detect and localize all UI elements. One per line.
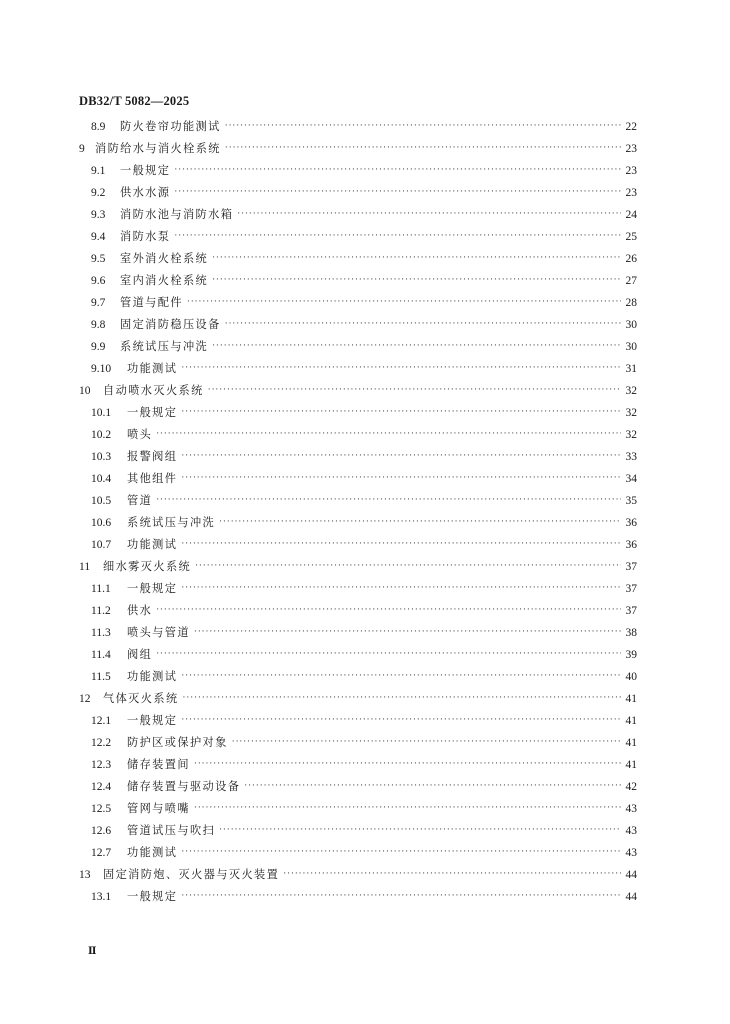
toc-entry-title: 一般规定 [127,714,178,727]
toc-entry-title: 室外消火栓系统 [120,252,209,265]
toc-entry[interactable] [79,338,637,360]
toc-entry-page: 30 [625,319,637,331]
toc-entry-number: 10.2 [91,429,112,441]
toc-entry-title: 管道试压与吹扫 [127,824,216,837]
toc-entry-title: 一般规定 [120,164,171,177]
toc-entry-title: 管道 [127,494,153,507]
toc-entry-title: 管道与配件 [120,296,183,309]
toc-entry-number: 9.9 [91,341,106,353]
toc-entry[interactable] [79,646,637,668]
toc-entry[interactable] [79,514,637,536]
toc-entry[interactable] [79,778,637,800]
toc-dot-leader [181,539,621,549]
toc-entry[interactable] [79,382,637,404]
toc-entry-title: 供水水源 [120,186,171,199]
toc-entry-number: 10.5 [91,495,112,507]
toc-entry[interactable] [79,492,637,514]
toc-entry-title: 固定消防稳压设备 [120,318,221,331]
toc-entry-page: 39 [625,649,637,661]
toc-entry-title: 自动喷水灭火系统 [103,384,204,397]
toc-dot-leader [156,495,621,505]
toc-dot-leader [219,517,621,527]
toc-entry[interactable] [79,250,637,272]
toc-dot-leader [225,121,621,131]
toc-entry[interactable] [79,536,637,558]
toc-entry-title: 固定消防炮、灭火器与灭火装置 [103,868,280,881]
toc-entry-title: 其他组件 [127,472,178,485]
toc-entry-number: 9.5 [91,253,106,265]
toc-entry[interactable] [79,690,637,712]
toc-dot-leader [181,891,621,901]
toc-entry-page: 23 [625,187,637,199]
toc-entry-title: 消防水泵 [120,230,171,243]
toc-entry-page: 33 [625,451,637,463]
toc-entry[interactable] [79,118,637,140]
toc-entry[interactable] [79,602,637,624]
toc-entry-page: 36 [625,539,637,551]
toc-entry-page: 41 [625,693,637,705]
toc-entry[interactable] [79,404,637,426]
toc-entry-page: 41 [625,715,637,727]
toc-entry-number: 9.1 [91,165,106,177]
toc-entry[interactable] [79,888,637,910]
toc-entry-page: 35 [625,495,637,507]
toc-entry[interactable] [79,580,637,602]
toc-dot-leader [174,165,621,175]
toc-dot-leader [225,319,621,329]
toc-entry-title: 系统试压与冲洗 [120,340,209,353]
toc-entry-title: 储存装置与驱动设备 [127,780,241,793]
toc-entry-number: 12.2 [91,737,112,749]
toc-entry-page: 23 [625,165,637,177]
toc-entry-title: 功能测试 [127,846,178,859]
toc-entry[interactable] [79,448,637,470]
toc-entry[interactable] [79,272,637,294]
toc-entry-number: 12.1 [91,715,112,727]
toc-dot-leader [194,627,621,637]
toc-entry[interactable] [79,470,637,492]
toc-dot-leader [156,605,621,615]
toc-entry-title: 储存装置间 [127,758,190,771]
toc-entry-number: 11.4 [91,649,111,661]
toc-entry-page: 43 [625,847,637,859]
toc-entry-number: 11.3 [91,627,111,639]
toc-dot-leader [283,869,621,879]
toc-entry[interactable] [79,294,637,316]
toc-dot-leader [181,451,621,461]
toc-dot-leader [156,429,621,439]
toc-entry-page: 43 [625,825,637,837]
toc-entry-number: 9.6 [91,275,106,287]
toc-entry-number: 13 [79,869,91,881]
toc-entry-number: 9.7 [91,297,106,309]
toc-entry-number: 11.2 [91,605,111,617]
toc-entry-page: 42 [625,781,637,793]
toc-entry-page: 26 [625,253,637,265]
toc-entry-number: 9.10 [91,363,112,375]
toc-entry-title: 功能测试 [127,362,178,375]
toc-dot-leader [183,693,621,703]
toc-dot-leader [195,561,621,571]
document-header: DB32/T 5082—2025 [79,94,190,108]
toc-entry-page: 37 [625,583,637,595]
toc-entry-number: 10 [79,385,91,397]
toc-dot-leader [181,847,621,857]
toc-entry-number: 10.6 [91,517,112,529]
toc-entry-page: 27 [625,275,637,287]
toc-entry-page: 43 [625,803,637,815]
toc-entry-number: 12.6 [91,825,112,837]
toc-entry-number: 12.7 [91,847,112,859]
toc-entry[interactable] [79,140,637,162]
toc-entry[interactable] [79,844,637,866]
toc-entry-number: 10.3 [91,451,112,463]
toc-entry-title: 细水雾灭火系统 [103,560,192,573]
toc-entry-title: 报警阀组 [127,450,178,463]
toc-dot-leader [181,671,621,681]
toc-entry[interactable] [79,228,637,250]
toc-entry-title: 管网与喷嘴 [127,802,190,815]
toc-dot-leader [225,143,621,153]
toc-entry-title: 一般规定 [127,406,178,419]
toc-entry-page: 37 [625,561,637,573]
toc-entry[interactable] [79,624,637,646]
toc-dot-leader [244,781,621,791]
toc-entry-title: 消防给水与消火栓系统 [95,142,221,155]
toc-dot-leader [181,407,621,417]
toc-dot-leader [181,583,621,593]
toc-entry-number: 12.5 [91,803,112,815]
toc-dot-leader [194,759,621,769]
toc-entry-title: 功能测试 [127,538,178,551]
toc-entry[interactable] [79,756,637,778]
toc-entry-page: 37 [625,605,637,617]
toc-entry[interactable] [79,184,637,206]
toc-entry[interactable] [79,800,637,822]
toc-entry[interactable] [79,668,637,690]
toc-entry-title: 室内消火栓系统 [120,274,209,287]
toc-entry-page: 22 [625,121,637,133]
toc-dot-leader [174,187,621,197]
toc-entry-number: 9.4 [91,231,106,243]
toc-entry-number: 9.3 [91,209,106,221]
toc-entry[interactable] [79,822,637,844]
toc-entry-number: 13.1 [91,891,112,903]
toc-entry-title: 喷头 [127,428,153,441]
toc-dot-leader [237,209,621,219]
toc-entry-number: 10.7 [91,539,112,551]
toc-entry-page: 25 [625,231,637,243]
toc-dot-leader [194,803,621,813]
toc-entry-page: 34 [625,473,637,485]
toc-entry-number: 11.5 [91,671,111,683]
toc-entry-title: 一般规定 [127,890,178,903]
toc-entry-title: 功能测试 [127,670,178,683]
toc-entry-page: 32 [625,385,637,397]
toc-dot-leader [181,473,621,483]
toc-dot-leader [219,825,621,835]
toc-entry[interactable] [79,360,637,382]
toc-entry-number: 9 [79,143,85,155]
toc-entry-number: 12 [79,693,91,705]
toc-entry-title: 供水 [127,604,153,617]
toc-entry-page: 32 [625,429,637,441]
toc-entry-page: 44 [625,869,637,881]
table-of-contents [79,118,637,910]
toc-entry-number: 10.1 [91,407,112,419]
toc-entry-title: 系统试压与冲洗 [127,516,216,529]
toc-entry-page: 41 [625,737,637,749]
toc-entry-page: 32 [625,407,637,419]
toc-entry-title: 消防水池与消防水箱 [120,208,234,221]
toc-dot-leader [174,231,621,241]
toc-entry-title: 喷头与管道 [127,626,190,639]
toc-entry-page: 40 [625,671,637,683]
toc-entry-title: 一般规定 [127,582,178,595]
toc-entry[interactable] [79,162,637,184]
toc-entry[interactable] [79,316,637,338]
toc-entry-number: 8.9 [91,121,106,133]
toc-entry-number: 10.4 [91,473,112,485]
page-number: Ⅱ [88,946,97,957]
toc-entry-page: 30 [625,341,637,353]
toc-dot-leader [208,385,621,395]
toc-entry[interactable] [79,712,637,734]
toc-dot-leader [232,737,621,747]
toc-entry-title: 防火卷帘功能测试 [120,120,221,133]
toc-entry-page: 24 [625,209,637,221]
toc-dot-leader [181,715,621,725]
toc-entry[interactable] [79,734,637,756]
toc-entry-page: 31 [625,363,637,375]
toc-entry-page: 38 [625,627,637,639]
toc-dot-leader [212,341,621,351]
toc-dot-leader [156,649,621,659]
toc-dot-leader [212,253,621,263]
toc-entry-number: 12.3 [91,759,112,771]
toc-entry-page: 41 [625,759,637,771]
toc-entry[interactable] [79,558,637,580]
toc-dot-leader [187,297,621,307]
toc-entry[interactable] [79,426,637,448]
toc-entry-title: 阀组 [127,648,153,661]
toc-dot-leader [212,275,621,285]
toc-entry-title: 气体灭火系统 [103,692,179,705]
toc-entry-page: 23 [625,143,637,155]
toc-entry-number: 11 [79,561,91,573]
toc-entry-page: 36 [625,517,637,529]
toc-entry-number: 9.2 [91,187,106,199]
toc-entry-page: 28 [625,297,637,309]
toc-entry-page: 44 [625,891,637,903]
toc-entry-number: 11.1 [91,583,111,595]
toc-dot-leader [181,363,621,373]
toc-entry-title: 防护区或保护对象 [127,736,228,749]
toc-entry-number: 9.8 [91,319,106,331]
toc-entry[interactable] [79,866,637,888]
toc-entry-number: 12.4 [91,781,112,793]
toc-entry[interactable] [79,206,637,228]
